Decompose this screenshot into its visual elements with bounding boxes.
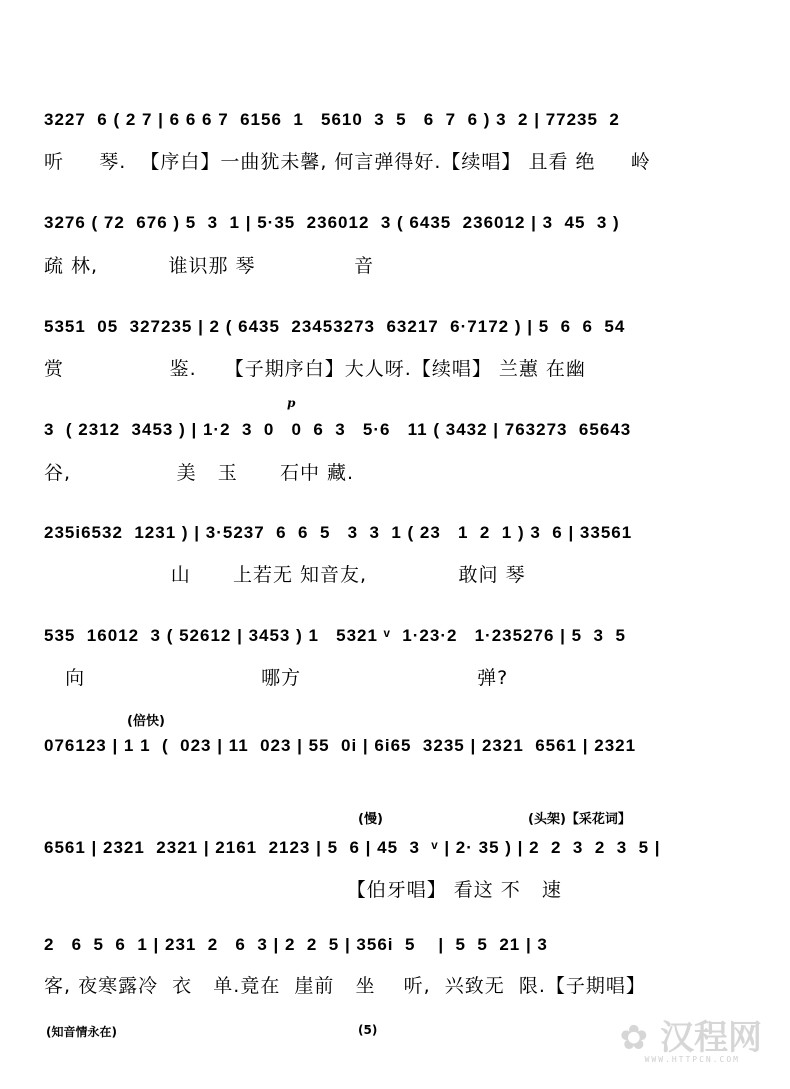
notation-row-2: 3276 ( 72 676 ) 5 3 1 | 5·35 236012 3 ( 6435 236012 | 3 45 3 ): [44, 213, 620, 232]
watermark-text: 汉程网: [660, 1018, 762, 1058]
notation-row-1: 3227 6 ( 2 7 | 6 6 6 7 6156 1 5610 3 5 6 7 6 ) 3 2 | 77235 2: [44, 110, 620, 129]
watermark-logo: [620, 1010, 762, 1059]
notation-row-6: 535 16012 3 ( 52612 | 3453 ) 1 5321 ᵛ 1·23·2 1·235276 | 5 3 5: [44, 626, 626, 645]
lyrics-row-9: 客, 夜寒露冷 衣 单.竟在 崖前 坐 听, 兴致无 限.【子期唱】: [44, 975, 646, 997]
lyrics-row-8: 【伯牙唱】 看这 不 速: [44, 879, 562, 901]
watermark-url: WWW.HTTPCN.COM: [644, 1055, 740, 1064]
tempo-marking-beikuai: (倍快): [127, 714, 165, 729]
page-number: (5): [358, 1023, 378, 1037]
dynamic-marking: p: [287, 396, 296, 410]
lyrics-row-2: 疏 林, 谁识那 琴 音: [44, 255, 375, 277]
lyrics-row-5: 山 上若无 知音友, 敢问 琴: [44, 564, 526, 586]
notation-row-9: 2 6 5 6 1 | 231 2 6 3 | 2 2 5 | 356i 5 | 5 5 21 | 3: [44, 935, 548, 954]
notation-row-4: 3 ( 2312 3453 ) | 1·2 3 0 0 6 3 5·6 11 ( 3432 | 763273 65643: [44, 420, 632, 439]
notation-row-3: 5351 05 327235 | 2 ( 6435 23453273 63217 6·7172 ) | 5 6 6 54: [44, 317, 626, 336]
lyrics-row-4: 谷, 美 玉 石中 藏.: [44, 462, 355, 484]
section-marking-toujia: (头架)【采花词】: [528, 812, 631, 827]
lyrics-row-6: 向 哪方 弹?: [44, 667, 509, 689]
lyrics-row-3: 赏 鉴. 【子期序白】大人呀.【续唱】 兰蕙 在幽: [44, 358, 586, 380]
notation-row-5: 235i6532 1231 ) | 3·5237 6 6 5 3 3 1 ( 23 1 2 1 ) 3 6 | 33561: [44, 523, 633, 542]
lyrics-row-1: 听 琴. 【序白】一曲犹未馨, 何言弹得好.【续唱】 且看 绝 岭: [44, 151, 651, 173]
notation-row-7: 076123 | 1 1 ( 023 | 11 023 | 55 0i | 6i65 3235 | 2321 6561 | 2321: [44, 736, 637, 755]
footer-title: (知音情永在): [46, 1025, 117, 1039]
tempo-marking-man: (慢): [358, 812, 383, 827]
notation-row-8: 6561 | 2321 2321 | 2161 2123 | 5 6 | 45 3 ᵛ | 2· 35 ) | 2 2 3 2 3 5 |: [44, 838, 661, 857]
watermark-icon: ✿: [619, 1018, 649, 1058]
